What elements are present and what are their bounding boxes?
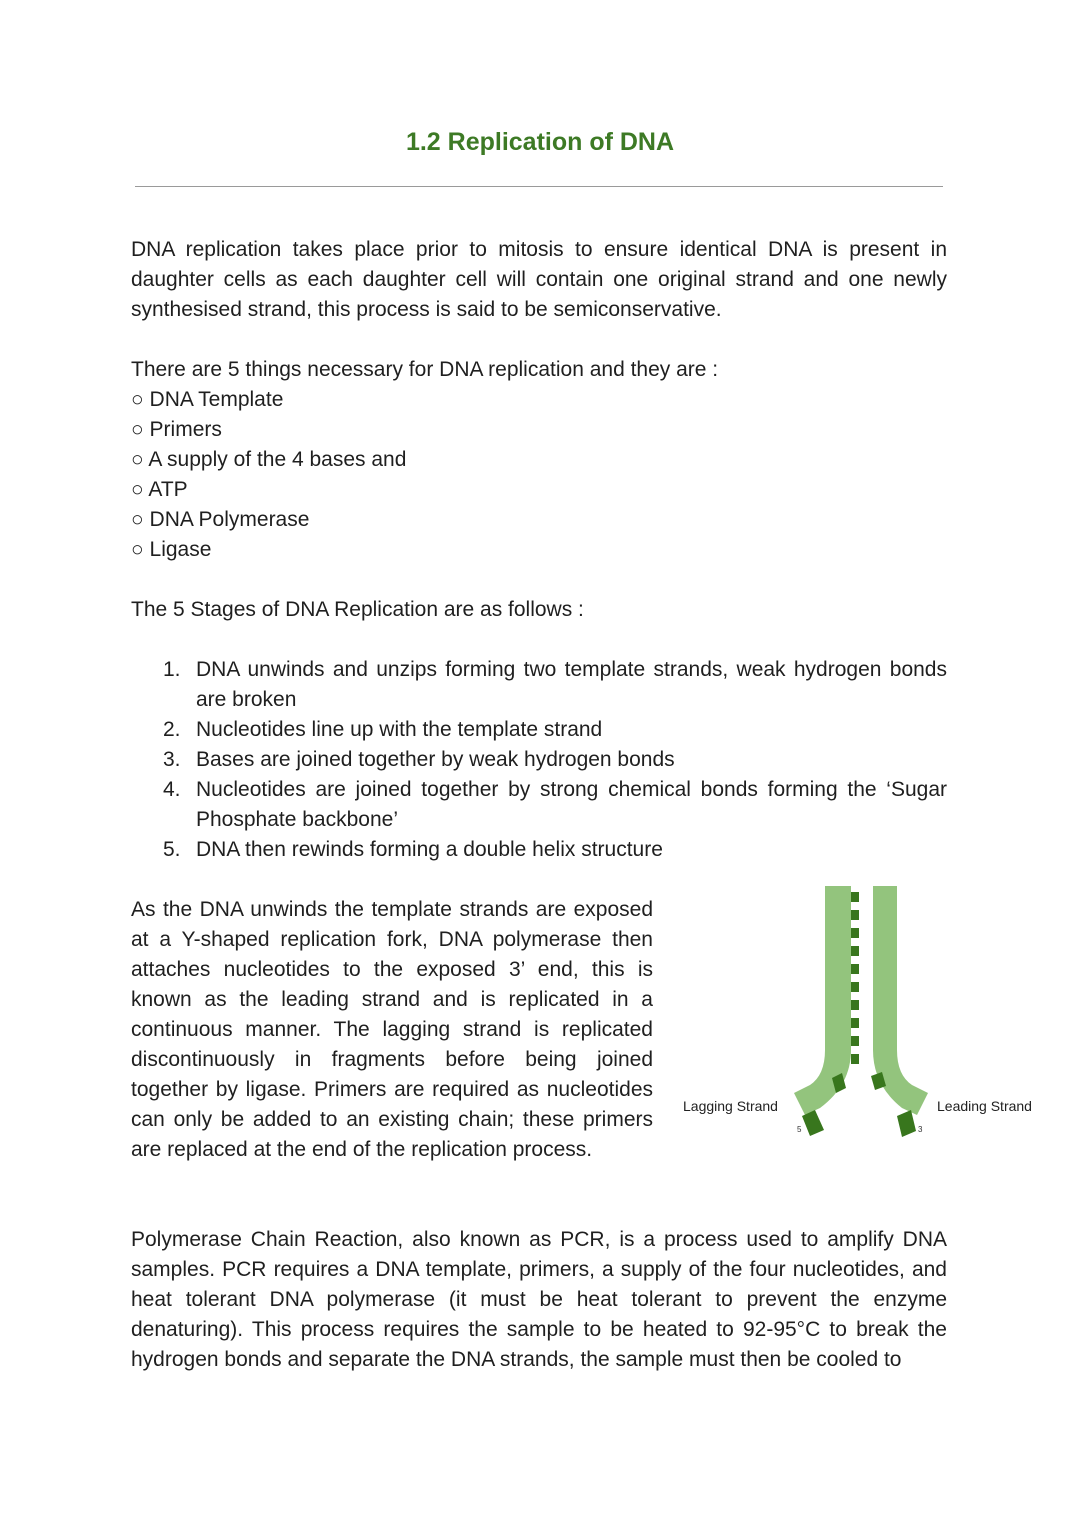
bullet-icon: ○ (131, 418, 144, 441)
bullet-icon: ○ (131, 508, 144, 531)
list-item: ○ Ligase (131, 538, 212, 561)
stages-list (163, 655, 947, 865)
list-item: ○ ATP (131, 478, 188, 501)
list-item: 5. DNA then rewinds forming a double helix structure (163, 835, 947, 865)
bullet-icon: ○ (131, 478, 144, 501)
list-item: 4. Nucleotides are joined together by strong chemical bonds forming the ‘Sugar Phosphate backbone’ (163, 775, 947, 835)
five-prime-end-label: 5 (797, 1125, 802, 1134)
list-item: ○ DNA Polymerase (131, 508, 310, 531)
bullet-icon: ○ (131, 388, 144, 411)
list-number: 4. (163, 778, 181, 801)
leading-strand-label: Leading Strand (937, 1098, 1032, 1114)
list-item: ○ A supply of the 4 bases and (131, 448, 407, 471)
lagging-strand-label: Lagging Strand (683, 1098, 778, 1114)
replication-fork-paragraph: As the DNA unwinds the template strands are exposed at a Y-shaped replication fork, DNA polymerase then attaches nucleotides to the exposed 3’ end, this is known as the leading strand and is replicated in a continuous manner. The lagging strand is replicated discontinuously in fragments before being joined together by ligase. Primers are required as nucleotides can only be added to an existing chain; these primers are replaced at the end of the replication process. (131, 898, 653, 1161)
list-number: 5. (163, 838, 181, 861)
stages-heading: The 5 Stages of DNA Replication are as follows : (131, 598, 584, 621)
list-item: 3. Bases are joined together by weak hydrogen bonds (163, 745, 947, 775)
requirements-list (131, 385, 406, 565)
pcr-paragraph: Polymerase Chain Reaction, also known as PCR, is a process used to amplify DNA samples. PCR requires a DNA template, primers, a supply of the four nucleotides, and heat tolerant DNA polymerase (it must be heat tolerant to prevent the enzyme denaturing). This process requires the sample to be heated to 92-95°C to break the hydrogen bonds and separate the DNA strands, the sample must then be cooled to (131, 1228, 947, 1371)
bullet-icon: ○ (131, 448, 144, 471)
three-prime-end-label: 3 (918, 1125, 923, 1134)
list-number: 3. (163, 748, 181, 771)
title-divider (135, 186, 943, 187)
base-pair-blocks (851, 892, 859, 1064)
bullet-icon: ○ (131, 538, 144, 561)
list-item: 1. DNA unwinds and unzips forming two template strands, weak hydrogen bonds are broken (163, 655, 947, 715)
requirements-heading: There are 5 things necessary for DNA replication and they are : (131, 358, 719, 381)
list-item: 2. Nucleotides line up with the template strand (163, 715, 947, 745)
list-item: ○ DNA Template (131, 388, 284, 411)
list-item: ○ Primers (131, 418, 222, 441)
list-number: 2. (163, 718, 181, 741)
intro-paragraph: DNA replication takes place prior to mitosis to ensure identical DNA is present in daughter cells as each daughter cell will contain one original strand and one newly synthesised strand, this process is said to be semiconservative. (131, 238, 947, 321)
replication-fork-diagram (670, 880, 1070, 1150)
page-title: 1.2 Replication of DNA (405, 128, 675, 156)
list-number: 1. (163, 658, 181, 681)
